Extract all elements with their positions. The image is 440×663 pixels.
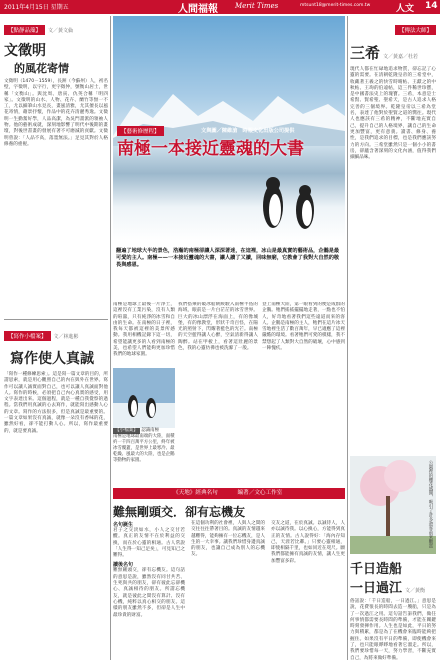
article-title: 千日造船 [350,562,403,577]
section-name: 人文 [396,4,415,14]
newspaper-logo: 人間福報 [178,4,218,15]
newspaper-logo-en: Merit Times [235,2,279,10]
article-body: 在這個功利的社會裡，人與人之間的交往往往帶著目的。真誠的友情越來越難得，能夠擁有一位忘機友，是人生的一大幸事。讓我們珍惜身邊真誠的朋友，也讓自己成為別人的忘機友。 [191,521,265,558]
main-body-col-1: 我們搭乘的破冰船緩緩駛入南極半島的海域，眼前是一片白茫茫的冰雪世界。巨大的冰山漂浮在海面上，有的像城堡，有的像教堂，形狀千奇百怪，在陽光的照射下，閃耀著藍色的光芒。南極的天空藍得讓人心醉，空氣清新得讓人陶醉。站在甲板上，看著這壯麗的景色，我的心靈彷彿也被洗滌了一般。 [178,302,258,352]
column-tag: 【傳法大師】 [395,25,436,35]
article-body: 「寫作一種修練思索」。這是寫一篇文章的目的，所謂思索，就是用心觀照自己的內在與外在世界。寫作可以讓人誠實面對自己，也可以讓人真誠面對他人。寫作的時候，必須把自己內心真實的感受，用文字表達出來。這個過程，就是一種自我覺察的過程。當我們用真誠的心去寫作，就能寫出感動人心的文章。寫作的方法很多，但是真誠是最重要的。一篇文章如果沒有真誠，就像一朵沒有香味的花，雖然好看，卻不能打動人心。所以，寫作最重要的，就是要真誠。 [4,372,108,434]
article-body: 文徵明（1470－1559），長洲（今蘇州）人，初名壁，字徵明，以字行，更字徵仲，號衡山居士，世稱「文衡山」。與沈周、唐寅、仇英合稱「明四家」。文徵明的山水、人物、花卉、蘭竹等無一不工，尤以細筆山水見長，畫風清雅，尤其擅長以風花寄情，藉景抒懷，作品中的花卉清麗秀逸。文徵明一生勤奮好學，人品高潔，為吳門畫派的領袖人物。他的藝術成就，深刻地影響了明代中後期的畫壇，對後世書畫的發展有著不可磨滅的貢獻。文徵明曾說：「人品不高，落墨無法。」足見其對於人格修養的重視。 [4,79,108,147]
page-number: 14 [425,1,438,11]
column-tag: 【點靜品藻】 [4,25,45,35]
lead-paragraph: 翻遍了地球大半的景色，浩瀚的南極卻讓人深深著迷，在這裡，冰山是最真實的藝術品，企鵝是最可愛的主人。南極——一本接近靈魂的大書，讓人讀了又讀，回味無窮，它教會了我對大自然的敬畏與感恩。 [116,248,340,268]
penguin-photo [113,368,175,428]
photo-caption [113,428,175,464]
banner-tag: 【藝術修歷程】 [117,126,164,136]
left-bottom-article [4,323,108,658]
article-body: 俗話說：「千日造船，一日過江。」意思是說，花費很長的時間去造一艘船，只是為了一次過江之用。這句話告訴我們，做任何事情都需要長時間的準備，才能在關鍵時刻發揮作用。人生也是如此，平日的努力與積累，都是為了在機會來臨時能夠把握住。如果沒有平日的準備，即使機會來了，也只能眼睜睜地看著它溜走。所以，我們要珍惜每一天，努力學習，不斷充實自己，為將來做好準備。 [350,599,436,660]
banner-credit: 文與圖／陳維滄 時報文化出版公司提供 [201,128,295,134]
bar-credit: 編著／文心工作室 [237,490,283,496]
article-title: 寫作使人真誠 [10,351,94,367]
classic-quote-bar [113,488,345,499]
article-body: 難無剛頭交，卻有忘機友。這句話的意思是說，雖然沒有同甘共苦、生死與共的朋友，卻有彼此忘卻機心、真誠相待的朋友。所謂忘機友，就是彼此之間沒有算計、沒有心機，純粹以真心相交的朋友。這樣的朋友雖然不多，但卻是人生中最珍貴的財富。 [113,568,185,618]
feature-banner [113,16,345,241]
byline: 文／黃文倫 [48,28,74,34]
article-title: 難無剛頭交．卻有忘機友 [113,505,246,519]
section-label: 讀後名句 [113,562,134,569]
masthead [0,0,440,14]
article-title-2: 一日過江 [350,581,403,596]
middle-article [113,503,345,659]
byline: 文／黃嘉／杜若 [383,54,419,60]
right-bottom-article [350,558,436,660]
main-body-col-2: 登上南極大陸，第一眼看到的便是成群的企鵝。牠們搖搖擺擺地走著，一點也不怕人，好奇地看著我們這些遠道而來的客人。企鵝是南極的主人，牠們在這片冰天雪地裡生活了數百萬年，早已適應了這裡嚴酷的環境。看著牠們可愛的模樣，我不禁想起了人類對大自然的破壞，心中感到一陣愧疚。 [262,302,345,352]
article-title-2: 的風花寄情 [14,62,69,75]
article-body: 君子之交淡如水，小人之交甘若醴。真正的友情不在於利益的交換，而在於心靈的相通。古人常說「人生得一知己足矣」，可見知己之難得。 [113,528,185,559]
caption-tag: 【小檔案】 [115,428,138,433]
article-body: 現代人都在忙碌地追求物質，卻忘記了心靈的需要。在清朝乾隆皇帝的三希堂中，收藏著王羲之的快雪時晴帖、王獻之的中秋帖、王珣的伯遠帖，這三件稀世珍寶，是中國書法史上的瑰寶。三希，本意是士希賢、賢希聖、聖希天，是古人追求人格完善的三個境界。乾隆皇帝以三希為堂名，表達了他對於聖賢之道的嚮往。現代人也應該有三希的精神，不斷地充實自己，提升自己的人格境界，讓自己的生命更加豐富，更有意義。讀書、修身、養性，是我們追求的目標，也是我們應該努力的方向。三希堂雖然只是一個小小的書房，卻蘊含著深刻的文化內涵，值得我們細細品味。 [350,67,436,161]
article-body: 交友之道，在於真誠。以誠待人，人亦以誠待我。以心換心，方能得到真正的友情。古人說得好：「海內存知己，天涯若比鄰。」只要心靈相通，即使相隔千里，也如同近在咫尺。願我們都能擁有真誠的友情，讓人生更加豐富多彩。 [271,521,345,564]
byline: 文／林進彬 [53,334,79,340]
caption-tag-2: 認識南極 [141,428,159,433]
banner-headline: 南極一本接近靈魂的大書 [117,139,304,159]
caption-text: 南極是地球最南端的大陸，面積約一千四百萬平方公里，終年被冰雪覆蓋，是世界上最寒冷、最乾燥、風最大的大陸，也是企鵝等動物的家園。 [113,434,175,463]
bar-tag: 《天地》經典名句 [173,490,218,496]
issue-date: 2011年4月15日 星期五 [4,4,69,11]
article-title: 文徵明 [4,43,46,59]
contact-email: mtsunt18@merit-times.com.tw [300,3,371,8]
main-body-col-0: 南極是地球上最後一片淨土，這裡沒有工業污染，沒有人類的喧囂，只有純淨的冰雪和自由的生命。在南極的日子裡，我每天都被這裡的美景所感動。我用相機記錄下這一切，希望能讓更多的人看到南極的美，也希望人們能夠更加珍惜我們的地球家園。 [113,302,175,358]
penguin-icon [243,166,333,236]
byline: 文／黃衡 [405,588,426,594]
section-label: 名句誕生 [113,522,134,528]
column-tag: 【寫作小檔案】 [4,331,51,341]
article-title: 三希 [350,44,381,62]
left-top-article [4,17,108,317]
right-top-article [350,17,436,453]
photo-caption: 公園裡的櫻花盛開，吸引了許多遊客前來觀賞 [428,460,433,548]
